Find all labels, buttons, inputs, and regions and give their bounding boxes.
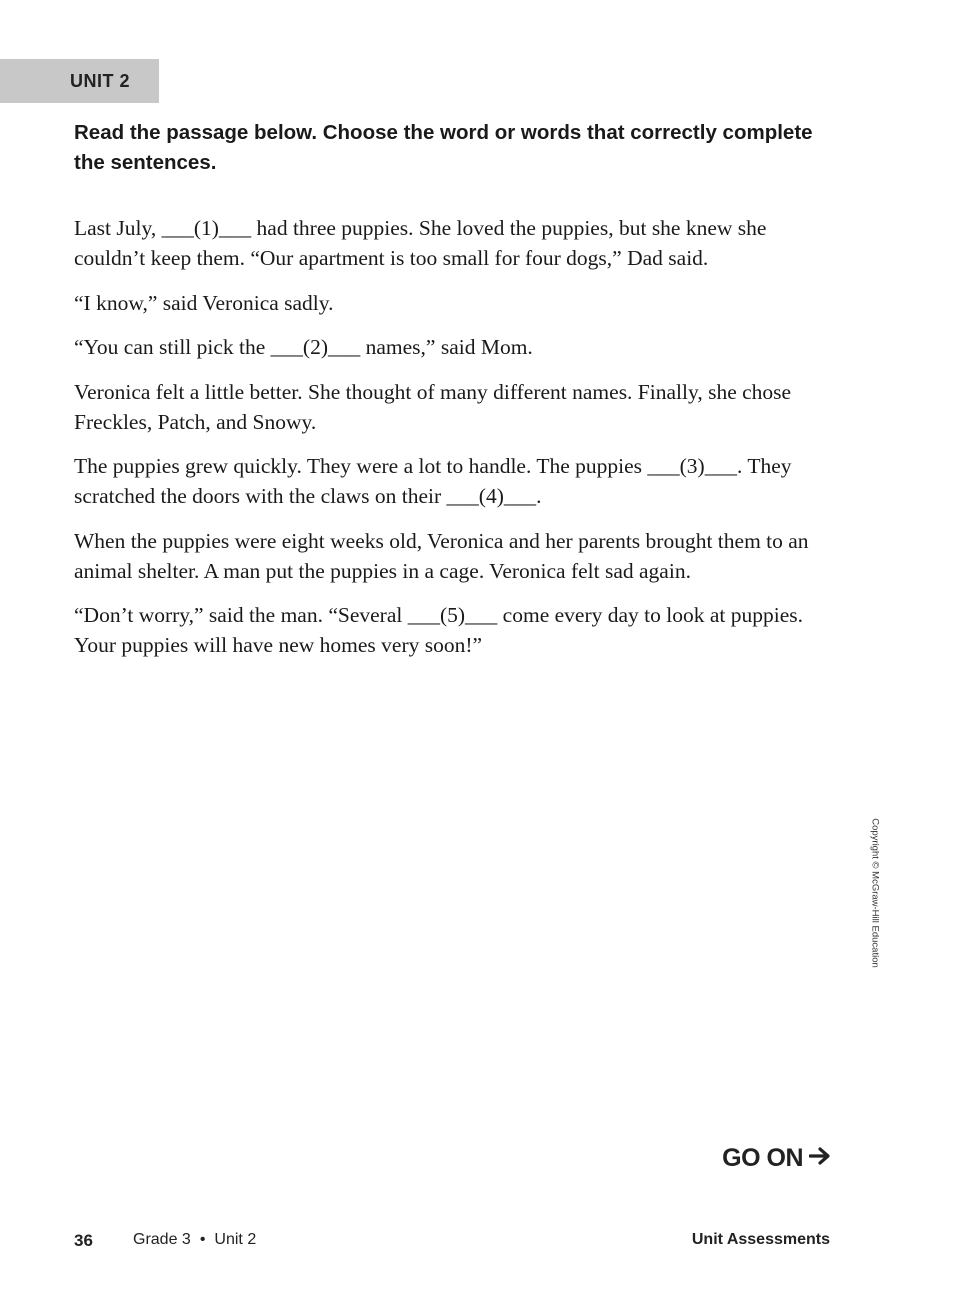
unit-footer-label: Unit 2 [214,1231,257,1248]
passage-paragraph: The puppies grew quickly. They were a lot to handle. The puppies ___(3)___. They scratched the doors with the claws on their ___(4)___. [74,454,792,508]
passage-paragraph: Veronica felt a little better. She thought of many different names. Finally, she chose Freckles, Patch, and Snowy. [74,379,792,434]
bullet-separator: • [199,1231,206,1248]
go-on-button[interactable] [722,1144,831,1173]
grade-unit-label [133,1231,256,1249]
unit-tab [0,59,159,103]
passage-paragraph: “Don’t worry,” said the man. “Several ___(5)___ come every day to look at puppies. Your puppies will have new homes very soon!” [74,603,803,657]
passage-paragraph: Last July, ___(1)___ had three puppies. She loved the puppies, but she knew she couldn’t keep them. “Our apartment is too small for four dogs,” Dad said. [74,216,767,270]
copyright-notice: Copyright © McGraw-Hill Education [869,818,881,968]
go-on-label: GO ON [722,1144,803,1172]
unit-label: UNIT 2 [70,71,131,91]
directions: Read the passage below. Choose the word or words that correctly complete the sentences. [74,121,813,174]
passage-paragraph: When the puppies were eight weeks old, Veronica and her parents brought them to an animal shelter. A man put the puppies in a cage. Veronica felt sad again. [74,528,809,583]
passage-paragraph: “I know,” said Veronica sadly. [74,290,334,315]
arrow-right-icon [809,1146,831,1171]
grade-label: Grade 3 [133,1231,191,1248]
page-number: 36 [74,1231,93,1250]
passage-paragraph: “You can still pick the ___(2)___ names,” said Mom. [74,335,533,359]
section-title: Unit Assessments [691,1231,830,1248]
passage [74,213,836,675]
